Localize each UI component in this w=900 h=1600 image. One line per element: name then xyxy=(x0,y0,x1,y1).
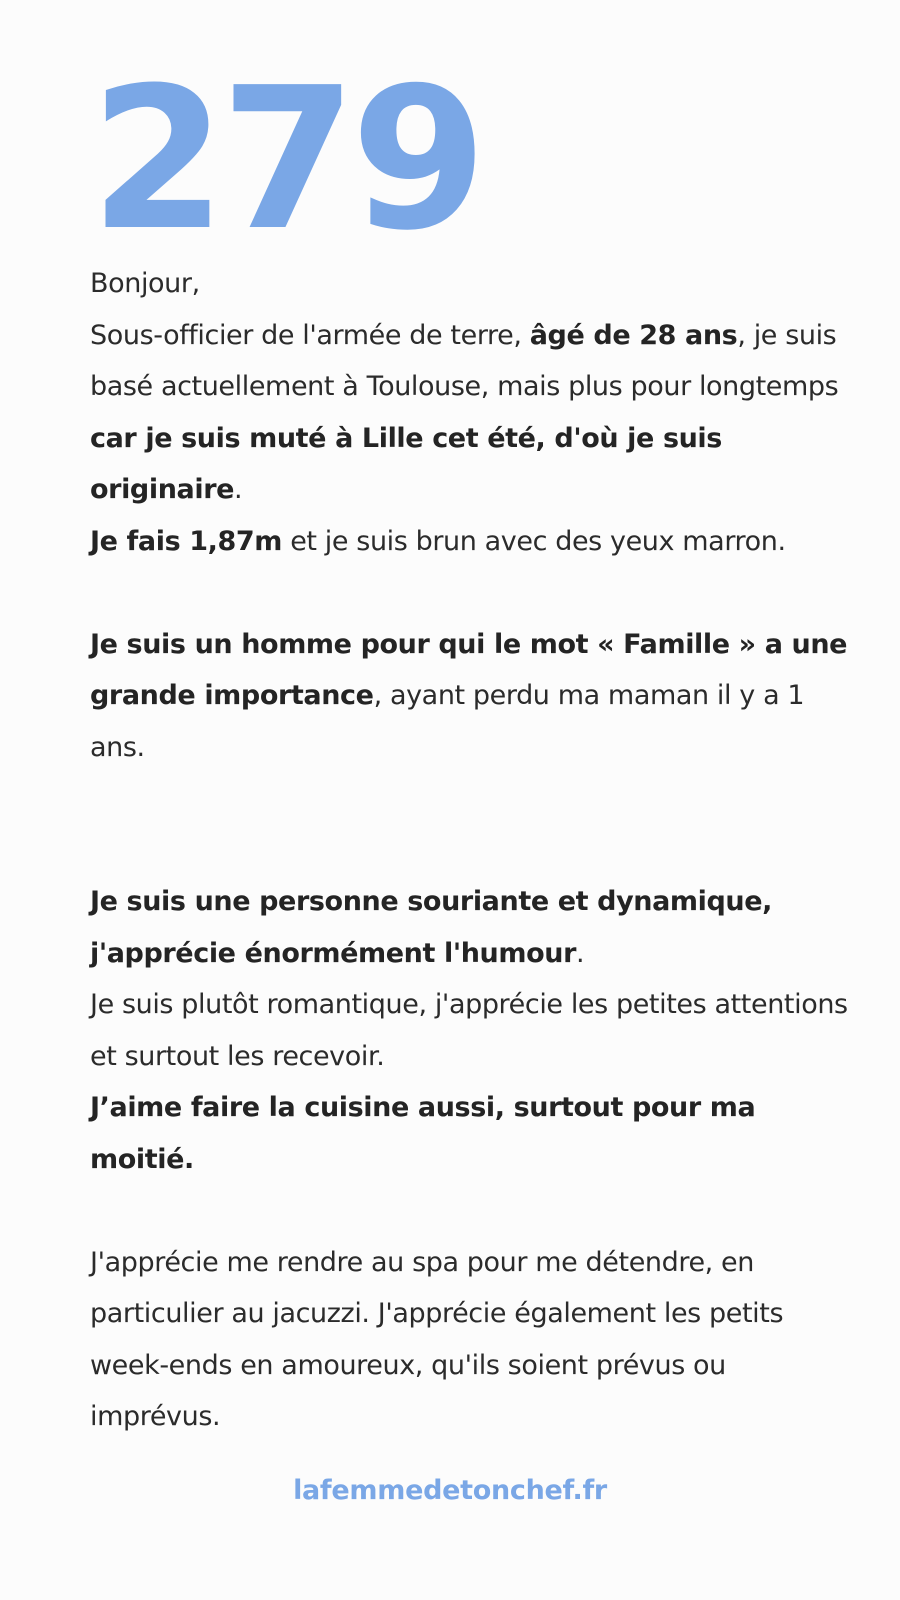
family-highlight: Je suis un homme pour qui le mot « Famille » a une grande importance xyxy=(90,628,848,711)
spacer xyxy=(90,825,850,877)
intro-text: Sous-officier de l'armée de terre, xyxy=(90,319,530,351)
height-paragraph xyxy=(90,516,850,568)
profile-number: 279 xyxy=(90,46,482,274)
personality-highlight: Je suis une personne souriante et dynamique, j'apprécie énormément l'humour xyxy=(90,886,773,969)
leisure-paragraph: J'apprécie me rendre au spa pour me détendre, en particulier au jacuzzi. J'apprécie également les petits week-ends en amoureux, qu'ils soient prévus ou imprévus. xyxy=(90,1246,784,1432)
transfer-highlight: car je suis muté à Lille cet été, d'où je suis originaire xyxy=(90,422,722,505)
greeting: Bonjour, xyxy=(90,268,200,299)
spacer xyxy=(90,1185,850,1237)
personality-paragraph xyxy=(90,876,850,979)
cooking-paragraph xyxy=(90,1082,850,1185)
site-footer-link[interactable]: lafemmedetonchef.fr xyxy=(293,1475,607,1506)
cooking-highlight: J’aime faire la cuisine aussi, surtout pour ma moitié. xyxy=(90,1092,756,1175)
age-highlight: âgé de 28 ans xyxy=(529,319,738,351)
personality-period: . xyxy=(576,937,585,969)
romantic-paragraph: Je suis plutôt romantique, j'apprécie les petites attentions et surtout les recevoir. xyxy=(90,989,848,1072)
family-text: , ayant perdu ma maman il y a 1 ans. xyxy=(90,680,805,763)
intro-paragraph xyxy=(90,310,850,516)
appearance-text: et je suis brun avec des yeux marron. xyxy=(282,525,786,557)
profile-text xyxy=(90,258,850,1443)
spacer xyxy=(90,773,850,825)
intro-period: . xyxy=(234,474,243,505)
height-highlight: Je fais 1,87m xyxy=(90,525,283,557)
spacer xyxy=(90,567,850,619)
family-paragraph xyxy=(90,619,850,774)
location-text: , je suis basé actuellement à Toulouse, mais plus pour longtemps xyxy=(90,319,839,402)
